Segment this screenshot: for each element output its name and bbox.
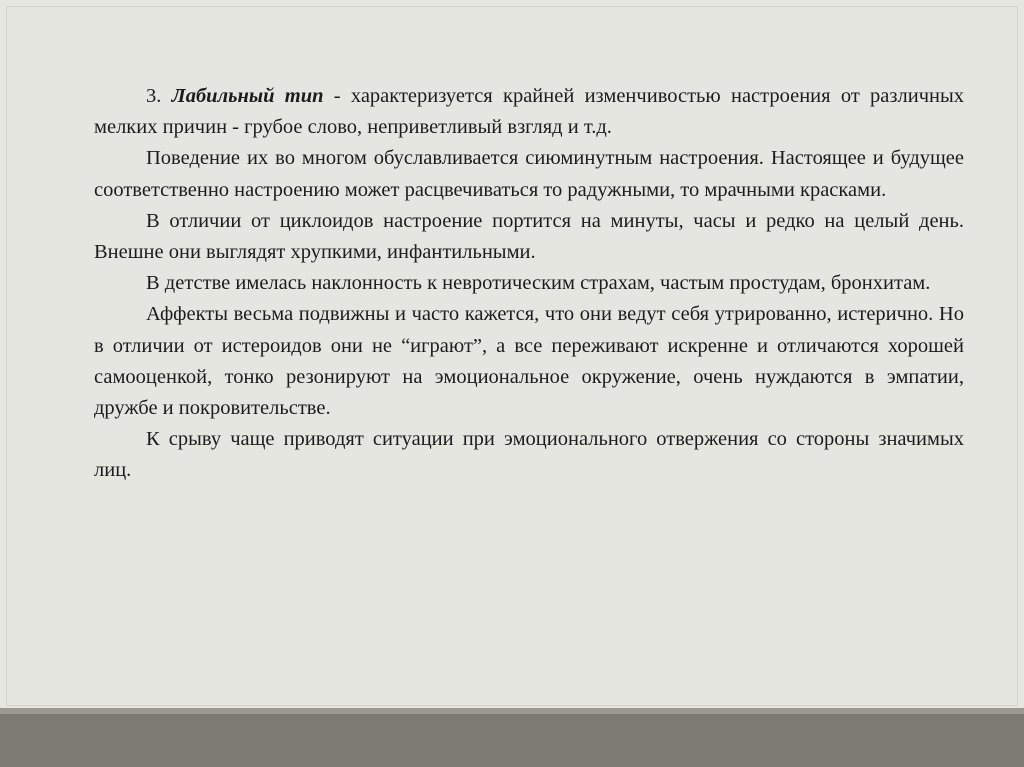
- footer-band: [0, 714, 1024, 767]
- paragraph-text: - характеризуется крайней изменчивостью настроения от различных мелких причин - грубое слово, неприветливый взгляд и т.д.: [94, 85, 964, 139]
- paragraph-behavior: Поведение их во многом обуславливается сиюминутным настроения. Настоящее и будущее соответственно настроению может расцвечиваться то радужными, то мрачными красками.: [94, 147, 964, 201]
- paragraph-number: 3.: [146, 85, 162, 107]
- paragraph-affects: Аффекты весьма подвижны и часто кажется, что они ведут себя утрированно, истерично. Но в отличии от истероидов они не “играют”, а все переживают искренне и отличаются хорошей самооценкой, тонко резонируют на эмоциональное окружение, очень нуждаются в эмпатии, дружбе и покровительстве.: [94, 303, 964, 420]
- slide-text: [94, 81, 964, 487]
- paragraph-labile-type: [94, 81, 964, 143]
- paragraph-cycloid-comparison: В отличии от циклоидов настроение портится на минуты, часы и редко на целый день. Внешне они выглядят хрупкими, инфантильными.: [94, 209, 964, 264]
- paragraph-breakdown: К срыву чаще приводят ситуации при эмоционального отвержения со стороны значимых лиц.: [94, 428, 964, 482]
- term-labile-type: Лабильный тип: [171, 85, 324, 107]
- paragraph-childhood: В детстве имелась наклонность к невротическим страхам, частым простудам, бронхитам.: [146, 272, 931, 295]
